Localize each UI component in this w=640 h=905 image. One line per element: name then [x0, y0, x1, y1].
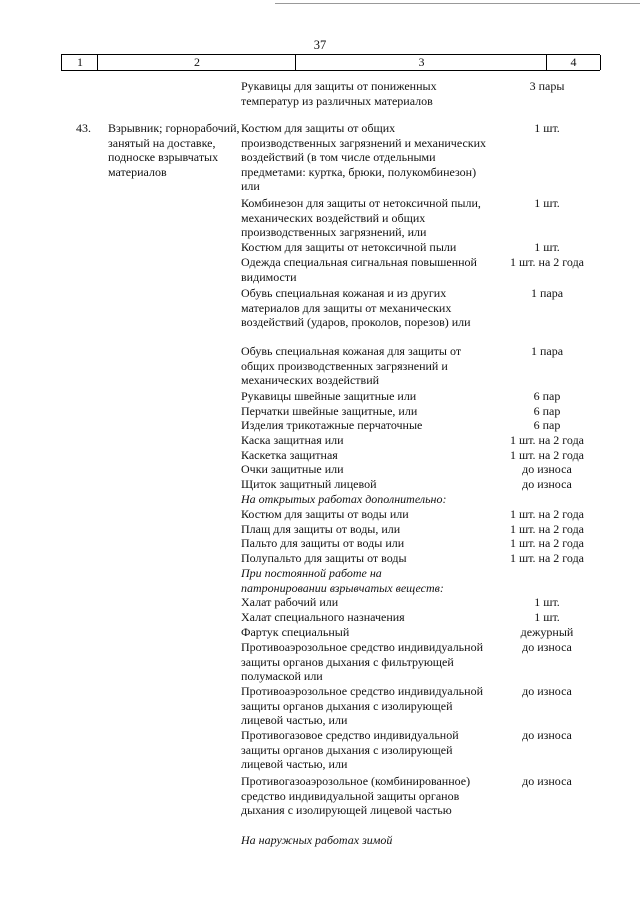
item-text: Очки защитные или	[241, 462, 344, 476]
item-text: Противогазовое средство индивидуальной защиты органов дыхания с изолирующей лицевой частью, или	[241, 728, 459, 772]
quantity-text: 1 шт. на 2 года	[509, 448, 585, 462]
quantity-text: 3 пары	[529, 79, 565, 93]
profession-text: Взрывник; горнорабочий, занятый на доставке, подноске взрывчатых материалов	[108, 121, 240, 179]
item-text: Противоаэрозольное средство индивидуальной защиты органов дыхания с изолирующей лицевой частью, или	[241, 684, 483, 728]
quantity-text: 1 шт.	[534, 595, 560, 609]
item-text: Халат рабочий или	[241, 595, 339, 609]
item-text: Комбинезон для защиты от нетоксичной пыли, механических воздействий и общих производственных загрязнений, или	[241, 196, 481, 240]
quantity-text: 1 шт. на 2 года	[509, 255, 585, 269]
quantity-text: 1 шт.	[534, 240, 560, 254]
item-text: Каска защитная или	[241, 433, 344, 447]
header-cell-3: 3	[295, 55, 547, 70]
quantity-text: 1 шт. на 2 года	[509, 551, 585, 565]
item-text: Рукавицы для защиты от пониженных температур из различных материалов	[241, 79, 437, 108]
quantity-text: 1 шт. на 2 года	[509, 522, 585, 536]
quantity-text: 6 пар	[533, 418, 561, 432]
quantity-text: 1 шт. на 2 года	[509, 536, 585, 550]
item-text: Изделия трикотажные перчаточные	[241, 418, 423, 432]
item-text: Халат специального назначения	[241, 610, 405, 624]
quantity-text: 6 пар	[533, 389, 561, 403]
quantity-text: 1 шт.	[534, 196, 560, 210]
quantity-text: дежурный	[520, 625, 574, 639]
item-text: Каскетка защитная	[241, 448, 338, 462]
quantity-text: до износа	[522, 462, 572, 476]
table-header	[61, 54, 600, 71]
quantity-text: до износа	[522, 684, 572, 698]
quantity-text: до износа	[522, 774, 572, 788]
quantity-text: 6 пар	[533, 404, 561, 418]
quantity-text: до износа	[522, 640, 572, 654]
section-heading: На наружных работах зимой	[241, 833, 393, 847]
quantity-text: 1 пара	[530, 344, 564, 358]
item-text: Обувь специальная кожаная для защиты от общих производственных загрязнений и механических воздействий	[241, 344, 462, 388]
entry-number: 43.	[76, 121, 91, 135]
quantity-text: 1 шт.	[534, 121, 560, 135]
quantity-text: до износа	[522, 477, 572, 491]
header-cell-2: 2	[97, 55, 296, 70]
item-text: Костюм для защиты от общих производственных загрязнений и механических воздействий (в том числе отдельными предметами: куртка, брюки, полукомбинезон) или	[241, 121, 487, 194]
quantity-text: 1 пара	[530, 286, 564, 300]
quantity-text: 1 шт. на 2 года	[509, 507, 585, 521]
item-text: Обувь специальная кожаная и из других материалов для защиты от механических воздействий (ударов, проколов, порезов) или	[241, 286, 471, 330]
item-text: Противоаэрозольное средство индивидуальной защиты органов дыхания с фильтрующей полумаской или	[241, 640, 483, 684]
quantity-text: 1 шт. на 2 года	[509, 433, 585, 447]
page-number: 37	[313, 38, 327, 52]
item-text: Костюм для защиты от нетоксичной пыли	[241, 240, 457, 254]
item-text: Одежда специальная сигнальная повышенной видимости	[241, 255, 477, 284]
top-rule	[275, 3, 640, 4]
item-text: Фартук специальный	[241, 625, 350, 639]
quantity-text: до износа	[522, 728, 572, 742]
header-cell-4: 4	[546, 55, 601, 70]
item-text: Полупальто для защиты от воды	[241, 551, 407, 565]
item-text: Перчатки швейные защитные, или	[241, 404, 418, 418]
item-text: Костюм для защиты от воды или	[241, 507, 409, 521]
item-text: Пальто для защиты от воды или	[241, 536, 405, 550]
item-text: Противогазоаэрозольное (комбинированное) средство индивидуальной защиты органов дыхания с изолирующей лицевой частью	[241, 774, 471, 818]
item-text: Щиток защитный лицевой	[241, 477, 377, 491]
item-text: Плащ для защиты от воды, или	[241, 522, 401, 536]
section-heading: На открытых работах дополнительно:	[241, 492, 447, 506]
header-cell-1: 1	[61, 55, 98, 70]
item-text: Рукавицы швейные защитные или	[241, 389, 417, 403]
quantity-text: 1 шт.	[534, 610, 560, 624]
section-heading: При постоянной работе на патронировании взрывчатых веществ:	[241, 566, 444, 595]
